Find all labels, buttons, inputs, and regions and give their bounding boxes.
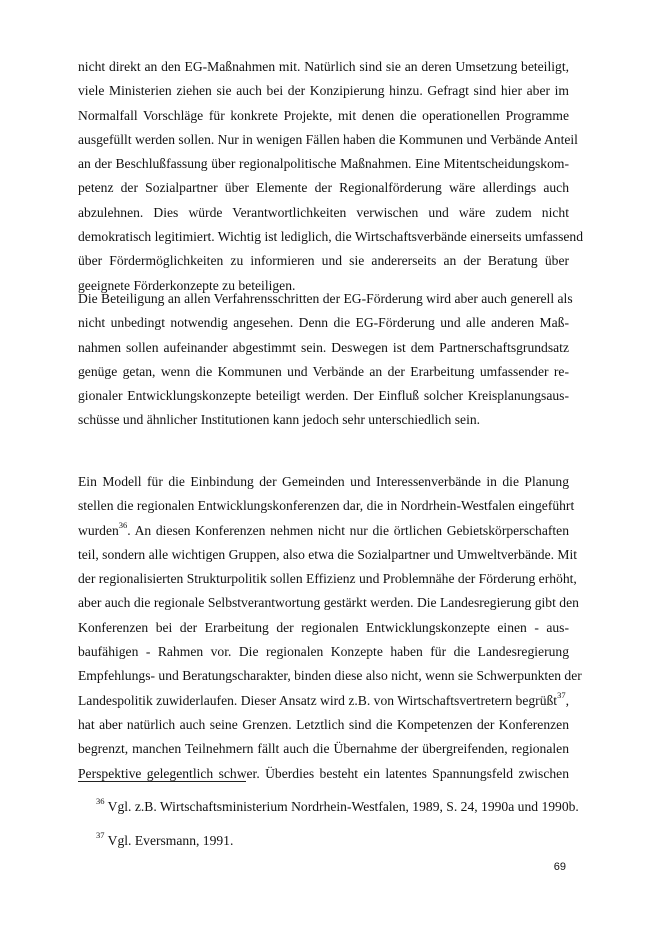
page-number: 69	[553, 861, 566, 873]
text-fragment: ,	[565, 692, 569, 708]
text-line: baufähigen - Rahmen vor. Die regionalen Konzepte haben für die Landesregierung	[78, 644, 569, 660]
text-line: ausgefüllt werden sollen. Nur in wenigen Fällen haben die Kommunen und Verbände Anteil	[78, 131, 578, 147]
text-line: Konferenzen bei der Erarbeitung der regionalen Entwicklungskonzepte einen - aus-	[78, 619, 569, 635]
text-line-with-footnote-ref	[78, 519, 569, 543]
footnote-mark: 37	[96, 830, 105, 841]
text-line: Normalfall Vorschläge für konkrete Projekte, mit denen die operationellen Programme	[78, 107, 569, 123]
text-fragment: wurden	[78, 522, 119, 538]
text-fragment: . An diesen Konferenzen nehmen nicht nur die örtlichen Gebietskörperschaften	[127, 522, 569, 538]
footnote-text: Vgl. Eversmann, 1991.	[104, 833, 234, 848]
paragraph-3	[78, 470, 582, 786]
footnote-separator	[78, 781, 246, 782]
text-line: petenz der Sozialpartner über Elemente der Regionalförderung wäre allerdings auch	[78, 180, 569, 196]
footnote-37	[96, 832, 566, 850]
footnote-ref-37: 37	[557, 690, 566, 701]
text-line: aber auch die regionale Selbstverantwortung gestärkt werden. Die Landesregierung gibt den	[78, 595, 579, 611]
text-line: hat aber natürlich auch seine Grenzen. Letztlich sind die Kompetenzen der Konferenzen	[78, 716, 569, 732]
text-line: begrenzt, manchen Teilnehmern fällt auch die Übernahme der übergreifenden, regionalen	[78, 741, 569, 757]
footnote-ref-36: 36	[118, 520, 128, 531]
text-line: der regionalisierten Strukturpolitik sollen Effizienz und Problemnähe der Förderung erhöht,	[78, 571, 577, 587]
text-line: an der Beschlußfassung über regionalpolitische Maßnahmen. Eine Mitentscheidungskom-	[78, 156, 569, 172]
text-line: nicht direkt an den EG-Maßnahmen mit. Natürlich sind sie an deren Umsetzung beteiligt,	[78, 59, 569, 74]
footnote-36	[96, 796, 579, 816]
text-line: Perspektive gelegentlich schwer. Überdies besteht ein latentes Spannungsfeld zwischen	[78, 765, 569, 781]
text-fragment: Landespolitik zuwiderlaufen. Dieser Ansatz wird z.B. von Wirtschaftsvertretern begrüßt	[78, 692, 558, 708]
text-line: genüge getan, wenn die Kommunen und Verbände an der Erarbeitung umfassender re-	[78, 363, 569, 379]
text-line: Empfehlungs- und Beratungscharakter, binden diese also nicht, wenn sie Schwerpunkten der	[78, 668, 582, 684]
text-line: abzulehnen. Dies würde Verantwortlichkeiten verwischen und wäre zudem nicht	[78, 204, 569, 220]
footnote-text: Vgl. z.B. Wirtschaftsministerium Nordrhein-Westfalen, 1989, S. 24, 1990a und 1990b.	[104, 799, 579, 814]
text-line: nicht unbedingt notwendig angesehen. Denn die EG-Förderung und alle anderen Maß-	[78, 315, 569, 331]
text-line: geeignete Förderkonzepte zu beteiligen.	[78, 277, 296, 293]
text-line: Ein Modell für die Einbindung der Gemeinden und Interessenverbände in die Planung	[78, 474, 569, 489]
text-line-with-footnote-ref	[78, 689, 569, 713]
footnote-mark: 36	[96, 796, 105, 807]
text-line: demokratisch legitimiert. Wichtig ist lediglich, die Wirtschaftsverbände einerseits umfassend	[78, 229, 584, 245]
text-line: gionaler Entwicklungskonzepte beteiligt werden. Der Einfluß solcher Kreisplanungsaus-	[78, 388, 569, 404]
text-line: Die Beteiligung an allen Verfahrensschritten der EG-Förderung wird aber auch generell als	[78, 291, 573, 306]
paragraph-1	[78, 55, 584, 298]
text-line: nahmen sollen aufeinander abgestimmt sein. Deswegen ist dem Partnerschaftsgrundsatz	[78, 339, 569, 355]
text-line: stellen die regionalen Entwicklungskonferenzen dar, die in Nordrhein-Westfalen eingeführt	[78, 498, 575, 514]
text-line: viele Ministerien ziehen sie auch bei der Konzipierung hinzu. Gefragt sind hier aber im	[78, 83, 569, 99]
text-line: schüsse und ähnlicher Institutionen kann jedoch sehr unterschiedlich sein.	[78, 412, 481, 428]
paragraph-2	[78, 287, 573, 433]
text-line: über Fördermöglichkeiten zu informieren und sie andererseits an der Beratung über	[78, 253, 569, 269]
text-line: teil, sondern alle wichtigen Gruppen, also etwa die Sozialpartner und Umweltverbände. Mit	[78, 546, 578, 562]
